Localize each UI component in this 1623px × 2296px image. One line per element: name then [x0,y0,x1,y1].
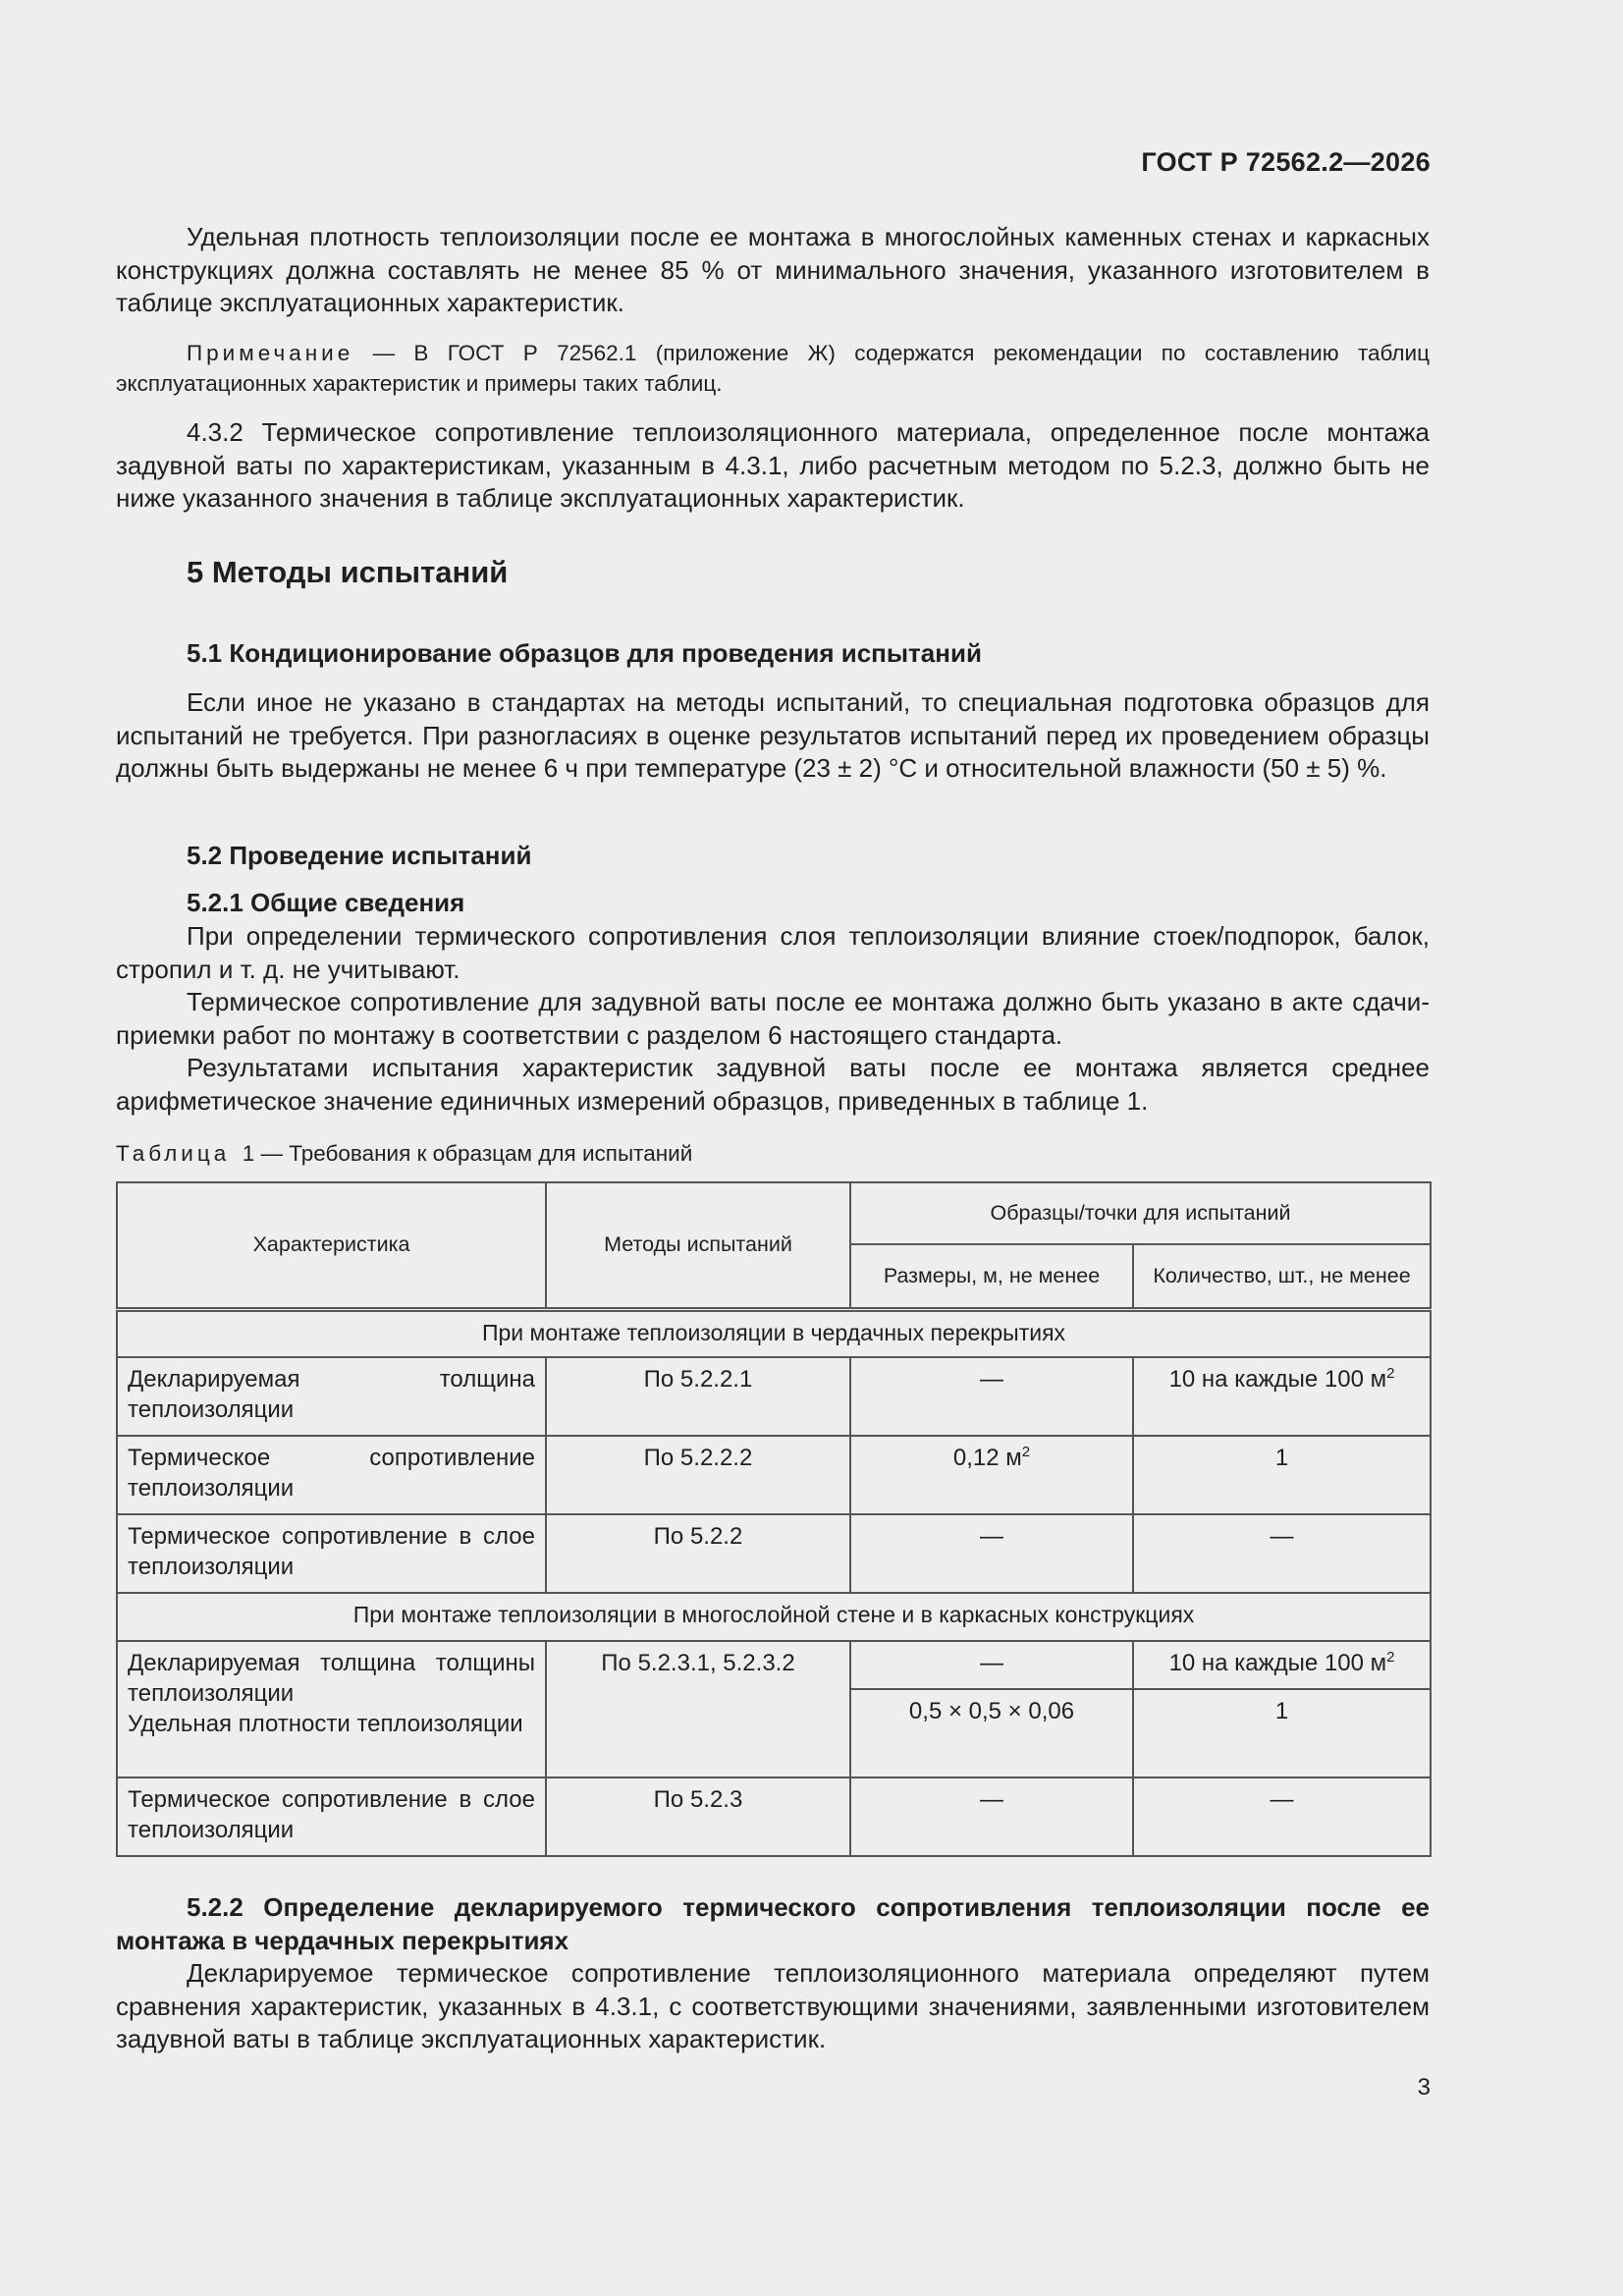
row-char: Термическое сопротивление в слое теплоизоляции [117,1777,546,1856]
header-samples: Образцы/точки для испытаний [850,1182,1431,1244]
table-caption [116,1141,1430,1167]
row-qty: — [1133,1514,1431,1593]
document-code: ГОСТ Р 72562.2—2026 [1141,147,1431,177]
row-size: — [850,1777,1133,1856]
size-text: 0,12 м [952,1445,1022,1471]
section-5-2-2-text: Декларируемое термическое сопротивление теплоизоляционного материала определяют путем сравнения характеристик, указанных в 4.3.1, с соответствующими значениями, заявленными изготовителем задувной ваты в таблице эксплуатационных характеристик. [116,1958,1430,2053]
table-row [117,1777,1431,1856]
row-size: — [850,1641,1133,1689]
table-caption-label: Таблица [116,1141,231,1166]
row-method: По 5.2.2.1 [546,1357,850,1436]
table-row [117,1436,1431,1514]
row-char: Термическое сопротивление в слое теплоизоляции [117,1514,546,1593]
note-text: — В ГОСТ Р 72562.1 (приложение Ж) содержатся рекомендации по составлению таблиц эксплуатационных характеристик и примеры таких таблиц. [116,341,1430,396]
row-size: — [850,1357,1133,1436]
row-char: Термическое сопротивление теплоизоляции [117,1436,546,1514]
header-methods: Методы испытаний [546,1182,850,1309]
row-method: По 5.2.2 [546,1514,850,1593]
table-row [117,1514,1431,1593]
requirements-table-wrap [116,1181,1430,1857]
page-number: 3 [1417,2074,1431,2101]
section-5-1-title: 5.1 Кондиционирование образцов для проведения испытаний [187,638,982,668]
row-method: По 5.2.3.1, 5.2.3.2 [546,1641,850,1777]
row-char-combined [117,1641,546,1777]
section-5-2-1-body [116,920,1430,1118]
section-5-1-text: Если иное не указано в стандартах на методы испытаний, то специальная подготовка образцов для испытаний не требуется. При разногласиях в оценке результатов испытаний перед их проведением образцы должны быть выдержаны не менее 6 ч при температуре (23 ± 2) °С и относительной влажности (50 ± 5) %. [116,687,1430,783]
qty-text: 10 на каждые 100 м [1168,1366,1387,1393]
table-row [117,1641,1431,1689]
row-char-thickness: Декларируемая толщина толщины теплоизоляции [128,1650,535,1707]
table-row [117,1357,1431,1436]
qty-superscript: 2 [1386,1365,1395,1382]
note-paragraph [116,338,1430,399]
section-5-title: 5 Методы испытаний [187,555,509,589]
qty-superscript: 2 [1386,1649,1395,1666]
requirements-table [116,1181,1432,1857]
qty-text: 10 на каждые 100 м [1168,1650,1387,1676]
section-5-2-1-p3: Результатами испытания характеристик задувной ваты после ее монтажа является среднее арифметическое значение единичных измерений образцов, приведенных в таблице 1. [116,1053,1430,1116]
section-5-2-1-p2: Термическое сопротивление для задувной ваты после ее монтажа должно быть указано в акте сдачи-приемки работ по монтажу в соответствии с разделом 6 настоящего стандарта. [116,987,1430,1050]
row-char-density: Удельная плотности теплоизоляции [128,1711,523,1737]
row-qty: 1 [1133,1436,1431,1514]
header-quantity: Количество, шт., не менее [1133,1244,1431,1309]
row-method: По 5.2.2.2 [546,1436,850,1514]
clause-4-3-2: 4.3.2 Термическое сопротивление теплоизоляционного материала, определенное после монтажа задувной ваты по характеристикам, указанным в 4.3.1, либо расчетным методом по 5.2.3, должно быть не ниже указанного значения в таблице эксплуатационных характеристик. [116,417,1430,513]
section-5-2-title: 5.2 Проведение испытаний [187,841,532,870]
group-attic-floors: При монтаже теплоизоляции в чердачных перекрытиях [117,1309,1431,1357]
section-5-2-2-title: 5.2.2 Определение декларируемого термического сопротивления теплоизоляции после ее монтажа в чердачных перекрытиях [116,1892,1430,1955]
size-superscript: 2 [1021,1444,1031,1460]
row-qty: 1 [1133,1689,1431,1777]
group-multilayer-walls: При монтаже теплоизоляции в многослойной стене и в каркасных конструкциях [117,1593,1431,1641]
header-characteristic: Характеристика [117,1182,546,1309]
row-qty [1133,1357,1431,1436]
section-5-2-1-p1: При определении термического сопротивления слоя теплоизоляции влияние стоек/подпорок, балок, стропил и т. д. не учитывают. [116,921,1430,984]
row-size: 0,5 × 0,5 × 0,06 [850,1689,1133,1777]
row-qty [1133,1641,1431,1689]
row-size [850,1436,1133,1514]
row-qty: — [1133,1777,1431,1856]
density-paragraph: Удельная плотность теплоизоляции после ее монтажа в многослойных каменных стенах и каркасных конструкциях должна составлять не менее 85 % от минимального значения, указанного изготовителем в таблице эксплуатационных характеристик. [116,222,1430,317]
table-caption-text: 1 — Требования к образцам для испытаний [242,1141,693,1166]
note-label: Примечание [187,341,354,365]
section-5-2-1-title: 5.2.1 Общие сведения [187,888,465,917]
header-sizes: Размеры, м, не менее [850,1244,1133,1309]
row-char: Декларируемая толщина теплоизоляции [117,1357,546,1436]
row-size: — [850,1514,1133,1593]
row-method: По 5.2.3 [546,1777,850,1856]
